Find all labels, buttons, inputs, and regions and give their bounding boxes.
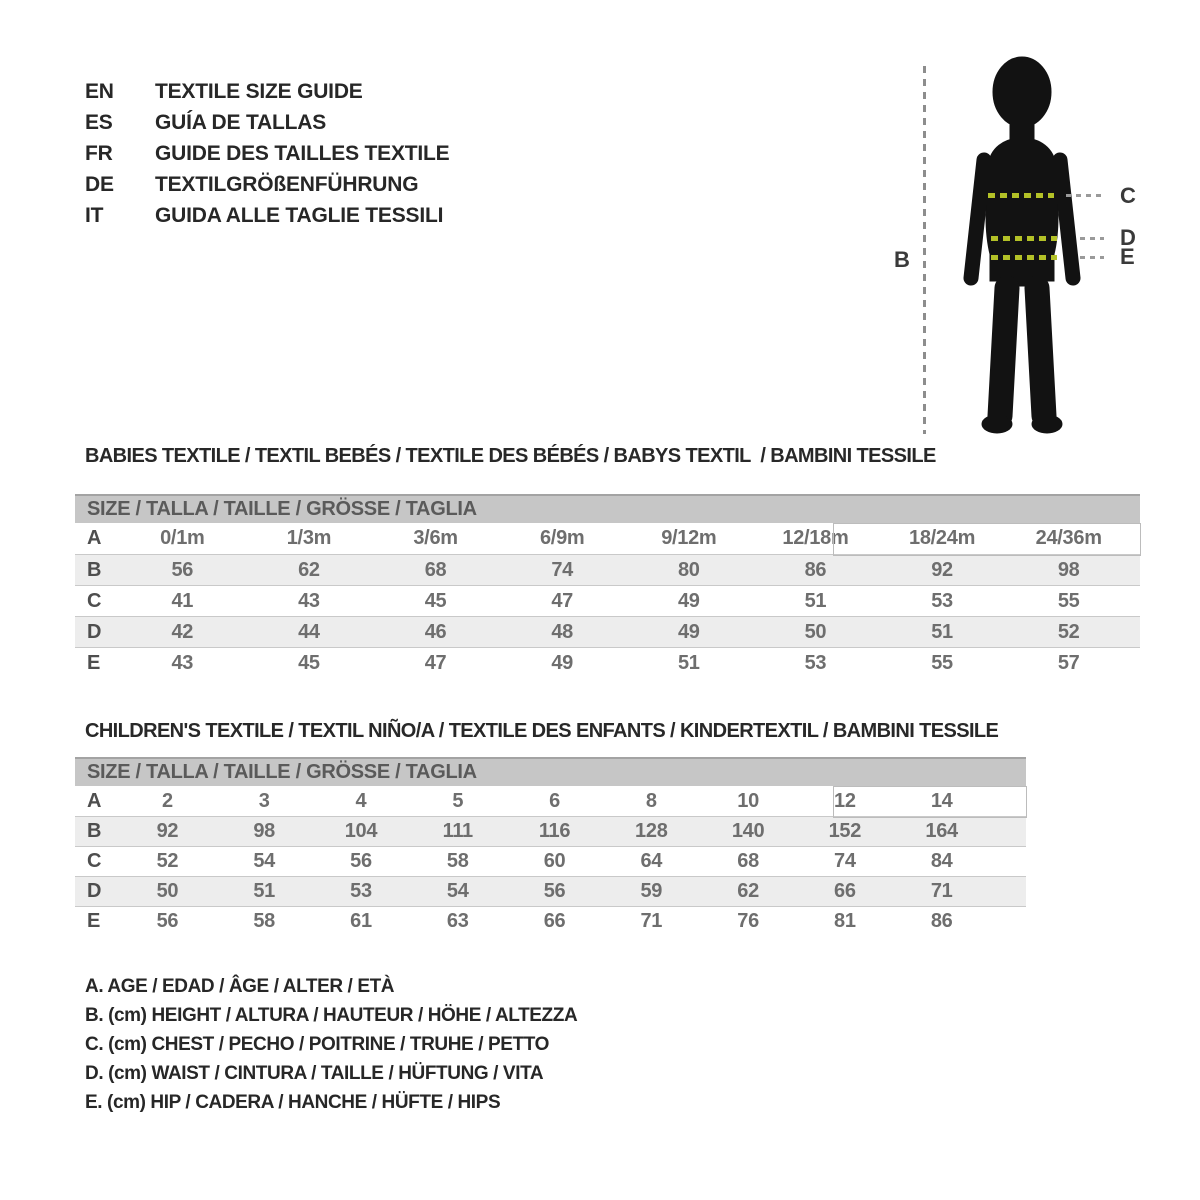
table-cell: 111 bbox=[442, 820, 473, 842]
table-cell: 48 bbox=[551, 620, 574, 643]
children-section-title: CHILDREN'S TEXTILE / TEXTIL NIÑO/A / TEXTILE DES ENFANTS / KINDERTEXTIL / BAMBINI TESSILE bbox=[85, 720, 999, 742]
silhouette-right-foot bbox=[1032, 415, 1062, 433]
hip-leader-line bbox=[1080, 256, 1104, 259]
table-cell: 51 bbox=[804, 589, 827, 612]
table-cell: 66 bbox=[543, 910, 566, 932]
table-cell: 98 bbox=[1057, 558, 1080, 581]
table-cell: 50 bbox=[804, 620, 827, 643]
table-cell: 53 bbox=[804, 651, 827, 674]
table-row bbox=[75, 786, 1026, 816]
measurement-figure bbox=[860, 40, 1190, 460]
table-cell: 1/3m bbox=[286, 527, 332, 549]
legend-item: E. (cm) HIP / CADERA / HANCHE / HÜFTE / HIPS bbox=[85, 1091, 501, 1113]
table-cell: 12/18m bbox=[782, 527, 849, 549]
table-cell: 49 bbox=[677, 620, 700, 643]
table-cell: 86 bbox=[930, 910, 953, 932]
table-cell: 54 bbox=[446, 880, 469, 902]
table-cell: 0/1m bbox=[160, 527, 205, 549]
language-row bbox=[85, 107, 449, 138]
row-label: A bbox=[87, 527, 102, 549]
language-code: IT bbox=[85, 203, 104, 227]
babies-section-title: BABIES TEXTILE / TEXTIL BEBÉS / TEXTILE DES BÉBÉS / BABYS TEXTIL / BAMBINI TESSILE bbox=[85, 445, 936, 467]
child-silhouette bbox=[960, 56, 1084, 436]
chest-measure-line bbox=[988, 193, 1054, 198]
table-cell: 84 bbox=[930, 850, 953, 872]
table-cell: 56 bbox=[156, 910, 179, 932]
language-label: GUIDE DES TAILLES TEXTILE bbox=[155, 141, 450, 165]
children-size-table bbox=[75, 757, 1026, 936]
table-cell: 44 bbox=[298, 620, 320, 643]
row-label: D bbox=[87, 620, 102, 643]
language-row bbox=[85, 169, 449, 200]
table-cell: 68 bbox=[424, 558, 447, 581]
hip-measure-line bbox=[991, 255, 1057, 260]
waist-leader-line bbox=[1080, 237, 1104, 240]
legend-item: D. (cm) WAIST / CINTURA / TAILLE / HÜFTUNG / VITA bbox=[85, 1062, 544, 1084]
table-cell: 57 bbox=[1057, 651, 1080, 674]
table-cell: 18/24m bbox=[909, 527, 976, 549]
chest-label: C bbox=[1120, 183, 1136, 208]
table-cell: 63 bbox=[446, 910, 469, 932]
table-cell: 59 bbox=[640, 880, 663, 902]
language-row bbox=[85, 200, 449, 231]
silhouette-left-arm bbox=[971, 160, 984, 278]
table-cell: 51 bbox=[931, 620, 953, 643]
row-label: A bbox=[87, 789, 102, 812]
table-header: SIZE / TALLA / TAILLE / GRÖSSE / TAGLIA bbox=[75, 494, 1140, 523]
child-silhouette-shape bbox=[971, 57, 1073, 433]
table-cell: 56 bbox=[171, 558, 194, 581]
language-label: TEXTILE SIZE GUIDE bbox=[155, 79, 363, 103]
row-label: E bbox=[87, 910, 101, 932]
table-cell: 98 bbox=[253, 820, 275, 842]
waist-label: D bbox=[1120, 225, 1136, 250]
row-label: B bbox=[87, 820, 102, 842]
table-cell: 86 bbox=[804, 558, 827, 581]
table-cell: 52 bbox=[1057, 620, 1080, 643]
table-row bbox=[75, 816, 1026, 846]
table-cell: 128 bbox=[635, 820, 668, 842]
table-cell: 58 bbox=[446, 850, 469, 872]
table-cell: 74 bbox=[834, 850, 856, 872]
row-label: C bbox=[87, 589, 102, 612]
table-cell: 53 bbox=[350, 880, 372, 902]
table-cell: 52 bbox=[156, 850, 179, 872]
row-label: C bbox=[87, 850, 102, 872]
table-header: SIZE / TALLA / TAILLE / GRÖSSE / TAGLIA bbox=[75, 757, 1026, 786]
table-cell: 49 bbox=[677, 589, 700, 612]
language-code: FR bbox=[85, 141, 113, 165]
babies-size-table bbox=[75, 494, 1140, 678]
table-cell: 104 bbox=[344, 820, 378, 842]
table-cell: 56 bbox=[543, 880, 566, 902]
table-cell: 46 bbox=[424, 620, 447, 643]
table-cell: 3 bbox=[258, 789, 270, 812]
table-cell: 47 bbox=[551, 589, 574, 612]
table-cell: 66 bbox=[834, 880, 856, 902]
language-code: EN bbox=[85, 79, 114, 103]
table-cell: 56 bbox=[350, 850, 372, 872]
row-label: B bbox=[87, 558, 102, 581]
table-cell: 76 bbox=[737, 910, 759, 932]
table-row bbox=[75, 846, 1026, 876]
table-cell: 6 bbox=[549, 789, 560, 812]
table-row bbox=[75, 906, 1026, 936]
table-rows bbox=[75, 786, 1026, 936]
table-cell: 54 bbox=[253, 850, 275, 872]
silhouette-right-leg bbox=[1037, 288, 1044, 416]
table-cell: 80 bbox=[677, 558, 700, 581]
silhouette-left-leg bbox=[1000, 288, 1007, 416]
table-cell: 152 bbox=[828, 820, 862, 842]
table-cell: 51 bbox=[253, 880, 275, 902]
table-row bbox=[75, 523, 1140, 554]
table-cell: 81 bbox=[834, 910, 856, 932]
language-label: GUIDA ALLE TAGLIE TESSILI bbox=[155, 203, 444, 227]
table-cell: 92 bbox=[931, 558, 953, 581]
silhouette-right-arm bbox=[1060, 160, 1073, 278]
table-cell: 55 bbox=[931, 651, 953, 674]
height-measure-line bbox=[923, 66, 926, 434]
legend-item: B. (cm) HEIGHT / ALTURA / HAUTEUR / HÖHE / ALTEZZA bbox=[85, 1004, 578, 1026]
table-cell: 45 bbox=[298, 651, 320, 674]
table-cell: 50 bbox=[156, 880, 179, 902]
table-cell: 47 bbox=[424, 651, 447, 674]
table-row bbox=[75, 647, 1140, 678]
table-cell: 5 bbox=[452, 789, 464, 812]
table-cell: 43 bbox=[171, 651, 194, 674]
language-label: TEXTILGRÖßENFÜHRUNG bbox=[155, 172, 419, 196]
language-code: DE bbox=[85, 172, 114, 196]
table-cell: 55 bbox=[1057, 589, 1080, 612]
table-rows bbox=[75, 523, 1140, 678]
legend-item: A. AGE / EDAD / ÂGE / ALTER / ETÀ bbox=[85, 975, 395, 997]
table-cell: 10 bbox=[737, 789, 759, 812]
table-cell: 24/36m bbox=[1035, 527, 1102, 549]
measurement-legend bbox=[85, 972, 577, 1117]
table-cell: 92 bbox=[156, 820, 179, 842]
table-cell: 164 bbox=[925, 820, 958, 842]
legend-item: C. (cm) CHEST / PECHO / POITRINE / TRUHE / PETTO bbox=[85, 1033, 549, 1055]
table-cell: 68 bbox=[737, 850, 759, 872]
table-row bbox=[75, 585, 1140, 616]
table-cell: 8 bbox=[645, 789, 657, 812]
table-cell: 64 bbox=[640, 850, 663, 872]
waist-measure-line bbox=[991, 236, 1057, 241]
table-cell: 51 bbox=[677, 651, 700, 674]
table-row bbox=[75, 616, 1140, 647]
table-cell: 42 bbox=[171, 620, 194, 643]
table-cell: 61 bbox=[350, 910, 372, 932]
table-cell: 6/9m bbox=[539, 527, 585, 549]
table-cell: 2 bbox=[161, 789, 173, 812]
table-cell: 43 bbox=[298, 589, 320, 612]
language-row bbox=[85, 138, 449, 169]
table-cell: 4 bbox=[355, 789, 367, 812]
hip-label: E bbox=[1120, 244, 1135, 269]
table-cell: 60 bbox=[543, 850, 566, 872]
table-cell: 53 bbox=[931, 589, 953, 612]
table-cell: 14 bbox=[930, 789, 953, 812]
table-cell: 116 bbox=[538, 820, 571, 842]
silhouette-left-foot bbox=[982, 415, 1012, 433]
table-cell: 12 bbox=[834, 789, 856, 812]
table-cell: 3/6m bbox=[413, 527, 458, 549]
table-cell: 49 bbox=[551, 651, 574, 674]
table-row bbox=[75, 876, 1026, 906]
table-cell: 58 bbox=[253, 910, 275, 932]
table-cell: 71 bbox=[640, 910, 663, 932]
table-cell: 9/12m bbox=[661, 527, 717, 549]
table-row bbox=[75, 554, 1140, 585]
language-row bbox=[85, 76, 449, 107]
row-label: E bbox=[87, 651, 101, 674]
language-label: GUÍA DE TALLAS bbox=[155, 110, 327, 134]
language-code: ES bbox=[85, 110, 113, 134]
chest-leader-line bbox=[1066, 194, 1104, 197]
language-list bbox=[85, 76, 449, 231]
table-cell: 62 bbox=[737, 880, 759, 902]
table-cell: 62 bbox=[298, 558, 320, 581]
table-cell: 140 bbox=[731, 820, 765, 842]
row-label: D bbox=[87, 880, 102, 902]
table-cell: 41 bbox=[171, 589, 194, 612]
height-label: B bbox=[894, 247, 910, 272]
table-cell: 45 bbox=[424, 589, 447, 612]
table-cell: 74 bbox=[551, 558, 574, 581]
table-cell: 71 bbox=[930, 880, 953, 902]
